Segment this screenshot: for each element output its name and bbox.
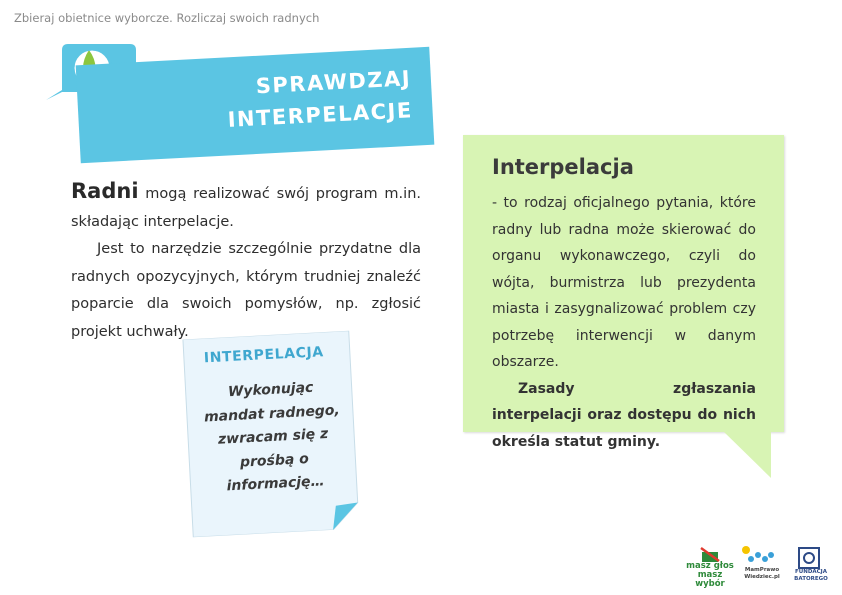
people-logo-icon bbox=[740, 545, 776, 567]
logo-fundacja-batorego bbox=[788, 569, 834, 582]
page-title-line2: INTERPELACJE bbox=[227, 98, 414, 132]
note-line: Wykonując bbox=[227, 379, 314, 401]
note-title: INTERPELACJA bbox=[203, 344, 325, 367]
logo1-line1: masz głos bbox=[686, 561, 734, 571]
note-line: prośbą o bbox=[239, 450, 310, 471]
note-body bbox=[197, 375, 349, 500]
definition-paragraph: - to rodzaj oficjalnego pytania, które radny lub radna może skierować do organu wykonawczego, czyli do wójta, burmistrza lub prezydenta miasta i zasygnalizować problem czy potrzebę interwencji w danym obszarze. bbox=[492, 195, 756, 370]
tagline: Zbieraj obietnice wyborcze. Rozliczaj swoich radnych bbox=[14, 11, 320, 25]
batory-logo-icon bbox=[798, 547, 820, 569]
page-title bbox=[188, 62, 413, 138]
intro-text bbox=[71, 178, 421, 346]
definition-title: Interpelacja bbox=[492, 155, 634, 179]
note-line: mandat radnego, bbox=[203, 401, 341, 425]
note-line: zwracam się z bbox=[217, 426, 329, 448]
definition-text bbox=[492, 190, 756, 455]
intro-lead-word: Radni bbox=[71, 179, 139, 203]
logo3-line1: FUNDACJA bbox=[795, 569, 827, 575]
logo3-line2: BATOREGO bbox=[794, 575, 828, 582]
intro-paragraph-1 bbox=[71, 178, 421, 236]
logo-mamprawowiedziec bbox=[740, 567, 784, 580]
logo1-line2: masz wybór bbox=[695, 570, 725, 589]
definition-bold-paragraph: Zasady zgłaszania interpelacji oraz dostępu do nich określa statut gminy. bbox=[492, 380, 756, 450]
logo-masz-glos bbox=[682, 562, 738, 589]
partner-logos bbox=[682, 545, 832, 587]
page-title-line1: SPRAWDZAJ bbox=[255, 66, 412, 99]
intro-p1-text: mogą realizować swój program m.in. składając interpelacje. bbox=[71, 186, 421, 230]
note-line: informację… bbox=[226, 473, 325, 495]
logo2-line1: MamPrawo bbox=[744, 567, 780, 573]
intro-paragraph-2: Jest to narzędzie szczególnie przydatne dla radnych opozycyjnych, którym trudniej znaleźć poparcie dla swoich pomysłów, np. zgłosić projekt uchwały. bbox=[71, 241, 421, 340]
note-card bbox=[181, 331, 361, 538]
logo2-line2: Wiedziec.pl bbox=[744, 573, 780, 580]
